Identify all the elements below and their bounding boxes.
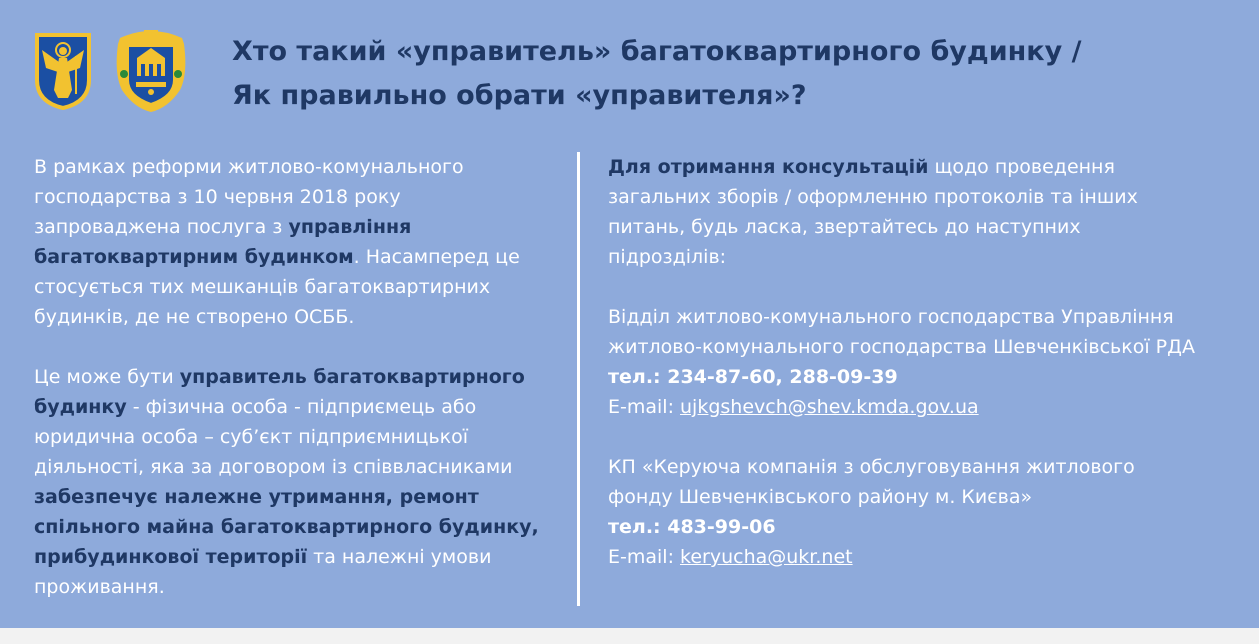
highlight-text: управління xyxy=(288,216,412,238)
footer-strip xyxy=(0,628,1259,644)
reform-info-column xyxy=(34,152,554,632)
contact-block-department xyxy=(608,302,1248,422)
text-line xyxy=(34,212,554,242)
text-line: питань, будь ласка, звертайтесь до наступних xyxy=(608,216,1081,238)
text-line: стосується тих мешканців багатоквартирних xyxy=(34,276,491,298)
company-name-line: фонду Шевченківського району м. Києва» xyxy=(608,486,1033,508)
company-name-line: КП «Керуюча компанія з обслуговування житлового xyxy=(608,456,1135,478)
highlight-text: забезпечує належне утримання, ремонт xyxy=(34,486,479,508)
text-line: В рамках реформи житлово-комунального xyxy=(34,156,464,178)
contacts-column xyxy=(608,152,1248,602)
consultation-intro xyxy=(608,152,1248,272)
text-line xyxy=(34,362,554,392)
email-label: E-mail: xyxy=(608,396,681,418)
email-link[interactable]: keryucha@ukr.net xyxy=(680,546,853,568)
highlight-text: управитель багатоквартирного xyxy=(179,366,525,388)
text-line: господарства з 10 червня 2018 року xyxy=(34,186,401,208)
highlight-text: багатоквартирним будинком xyxy=(34,246,354,268)
text-line xyxy=(34,542,554,572)
text-fragment: - фізична особа - підприємець або xyxy=(126,396,477,418)
text-line: підрозділів: xyxy=(608,246,727,268)
highlight-text: прибудинкової території xyxy=(34,546,308,568)
title-line-1: Хто такий «управитель» багатоквартирного будинку / xyxy=(232,36,1082,67)
reform-paragraph xyxy=(34,152,554,332)
text-fragment: Це може бути xyxy=(34,366,180,388)
text-fragment: запроваджена послуга з xyxy=(34,216,289,238)
phone-number: тел.: 483-99-06 xyxy=(608,516,776,538)
column-divider xyxy=(577,152,580,606)
text-line xyxy=(34,392,554,422)
text-fragment: щодо проведення xyxy=(928,156,1115,178)
title-line-2: Як правильно обрати «управителя»? xyxy=(232,80,807,111)
kyiv-coat-of-arms-icon xyxy=(34,32,92,110)
manager-definition-paragraph xyxy=(34,362,554,602)
page-title xyxy=(232,30,1232,118)
text-line: юридична особа – суб’єкт підприємницької xyxy=(34,426,469,448)
kyiv-oblast-coat-of-arms-icon xyxy=(110,24,192,114)
email-label: E-mail: xyxy=(608,546,681,568)
text-line: діяльності, яка за договором із співвласниками xyxy=(34,456,513,478)
text-line: проживання. xyxy=(34,576,165,598)
text-fragment: та належні умови xyxy=(307,546,492,568)
highlight-text: Для отримання консультацій xyxy=(608,156,929,178)
department-name-line: житлово-комунального господарства Шевченківської РДА xyxy=(608,336,1195,358)
highlight-text: будинку xyxy=(34,396,127,418)
text-fragment: . Насамперед це xyxy=(353,246,520,268)
department-name-line: Відділ житлово-комунального господарства Управління xyxy=(608,306,1174,328)
contact-block-company xyxy=(608,452,1248,572)
email-line xyxy=(608,392,1248,422)
phone-number: тел.: 234-87-60, 288-09-39 xyxy=(608,366,898,388)
text-line: будинків, де не створено ОСББ. xyxy=(34,306,355,328)
text-line xyxy=(608,152,1248,182)
text-line: загальних зборів / оформленню протоколів та інших xyxy=(608,186,1138,208)
email-line xyxy=(608,542,1248,572)
highlight-text: спільного майна багатоквартирного будинку, xyxy=(34,516,539,538)
email-link[interactable]: ujkgshevch@shev.kmda.gov.ua xyxy=(680,396,979,418)
text-line xyxy=(34,242,554,272)
